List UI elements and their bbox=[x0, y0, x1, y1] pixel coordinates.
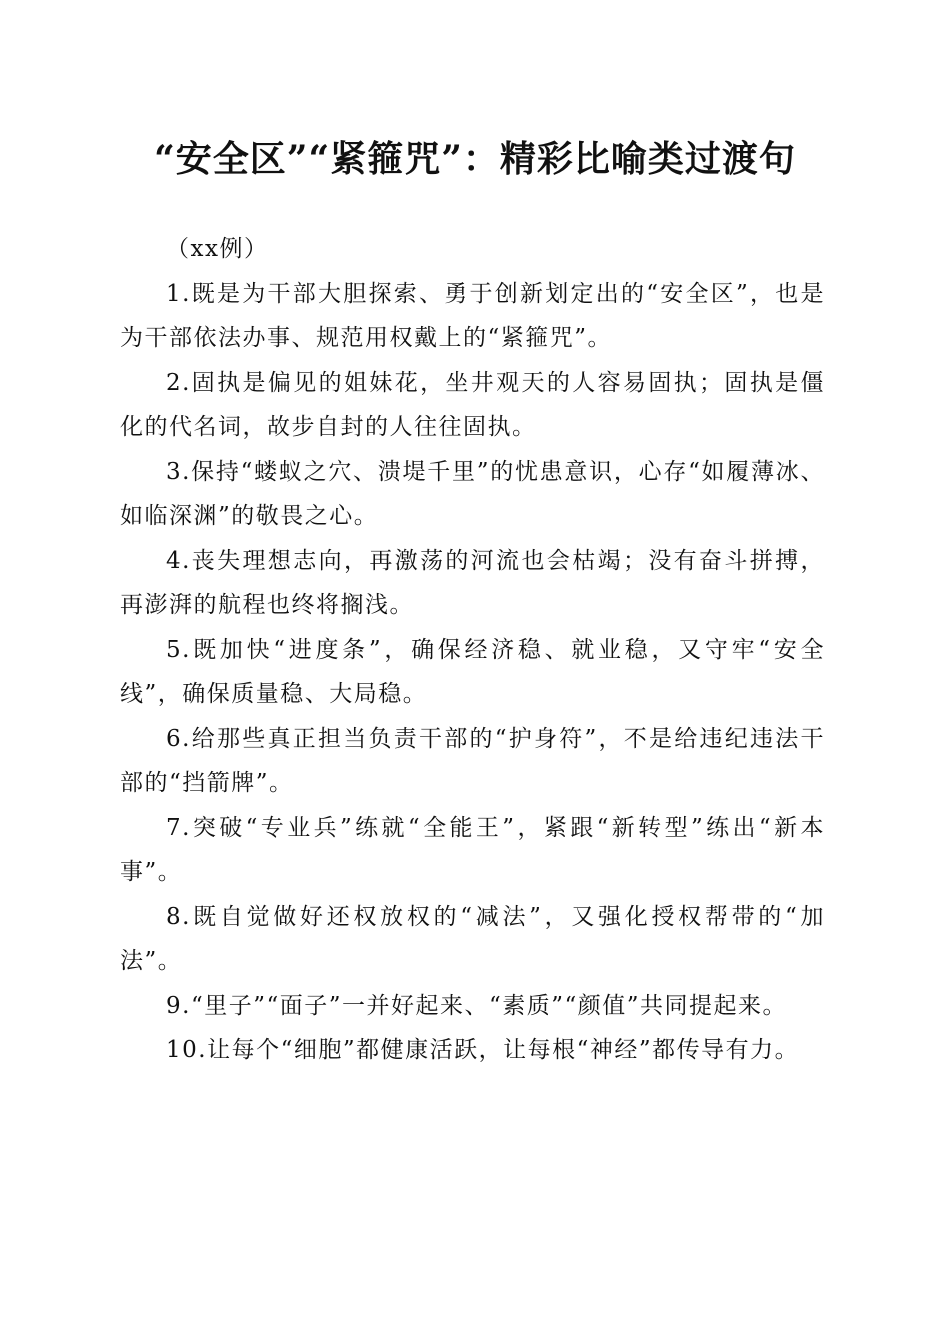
example-count-note: （xx例） bbox=[166, 236, 269, 262]
list-item: 3.保持“蝼蚁之穴、溃堤千里”的忧患意识，心存“如履薄冰、如临深渊”的敬畏之心。 bbox=[120, 458, 825, 529]
list-item: 5.既加快“进度条”，确保经济稳、就业稳，又守牢“安全线”，确保质量稳、大局稳。 bbox=[120, 636, 825, 707]
list-item: 7.突破“专业兵”练就“全能王”，紧跟“新转型”练出“新本事”。 bbox=[120, 814, 825, 885]
list-item: 2.固执是偏见的姐妹花，坐井观天的人容易固执；固执是僵化的代名词，故步自封的人往往固执。 bbox=[120, 369, 825, 440]
document-body bbox=[120, 227, 825, 1073]
list-item: 4.丧失理想志向，再激荡的河流也会枯竭；没有奋斗拼搏，再澎湃的航程也终将搁浅。 bbox=[120, 547, 825, 618]
document-title: “安全区”“紧箍咒”：精彩比喻类过渡句 bbox=[154, 138, 796, 180]
list-item: 1.既是为干部大胆探索、勇于创新划定出的“安全区”，也是为干部依法办事、规范用权戴上的“紧箍咒”。 bbox=[120, 280, 825, 351]
list-item: 10.让每个“细胞”都健康活跃，让每根“神经”都传导有力。 bbox=[166, 1037, 800, 1063]
list-item: 9.“里子”“面子”一并好起来、“素质”“颜值”共同提起来。 bbox=[166, 992, 788, 1019]
list-item: 6.给那些真正担当负责干部的“护身符”，不是给违纪违法干部的“挡箭牌”。 bbox=[120, 725, 825, 796]
list-item: 8.既自觉做好还权放权的“减法”，又强化授权帮带的“加法”。 bbox=[120, 903, 825, 974]
